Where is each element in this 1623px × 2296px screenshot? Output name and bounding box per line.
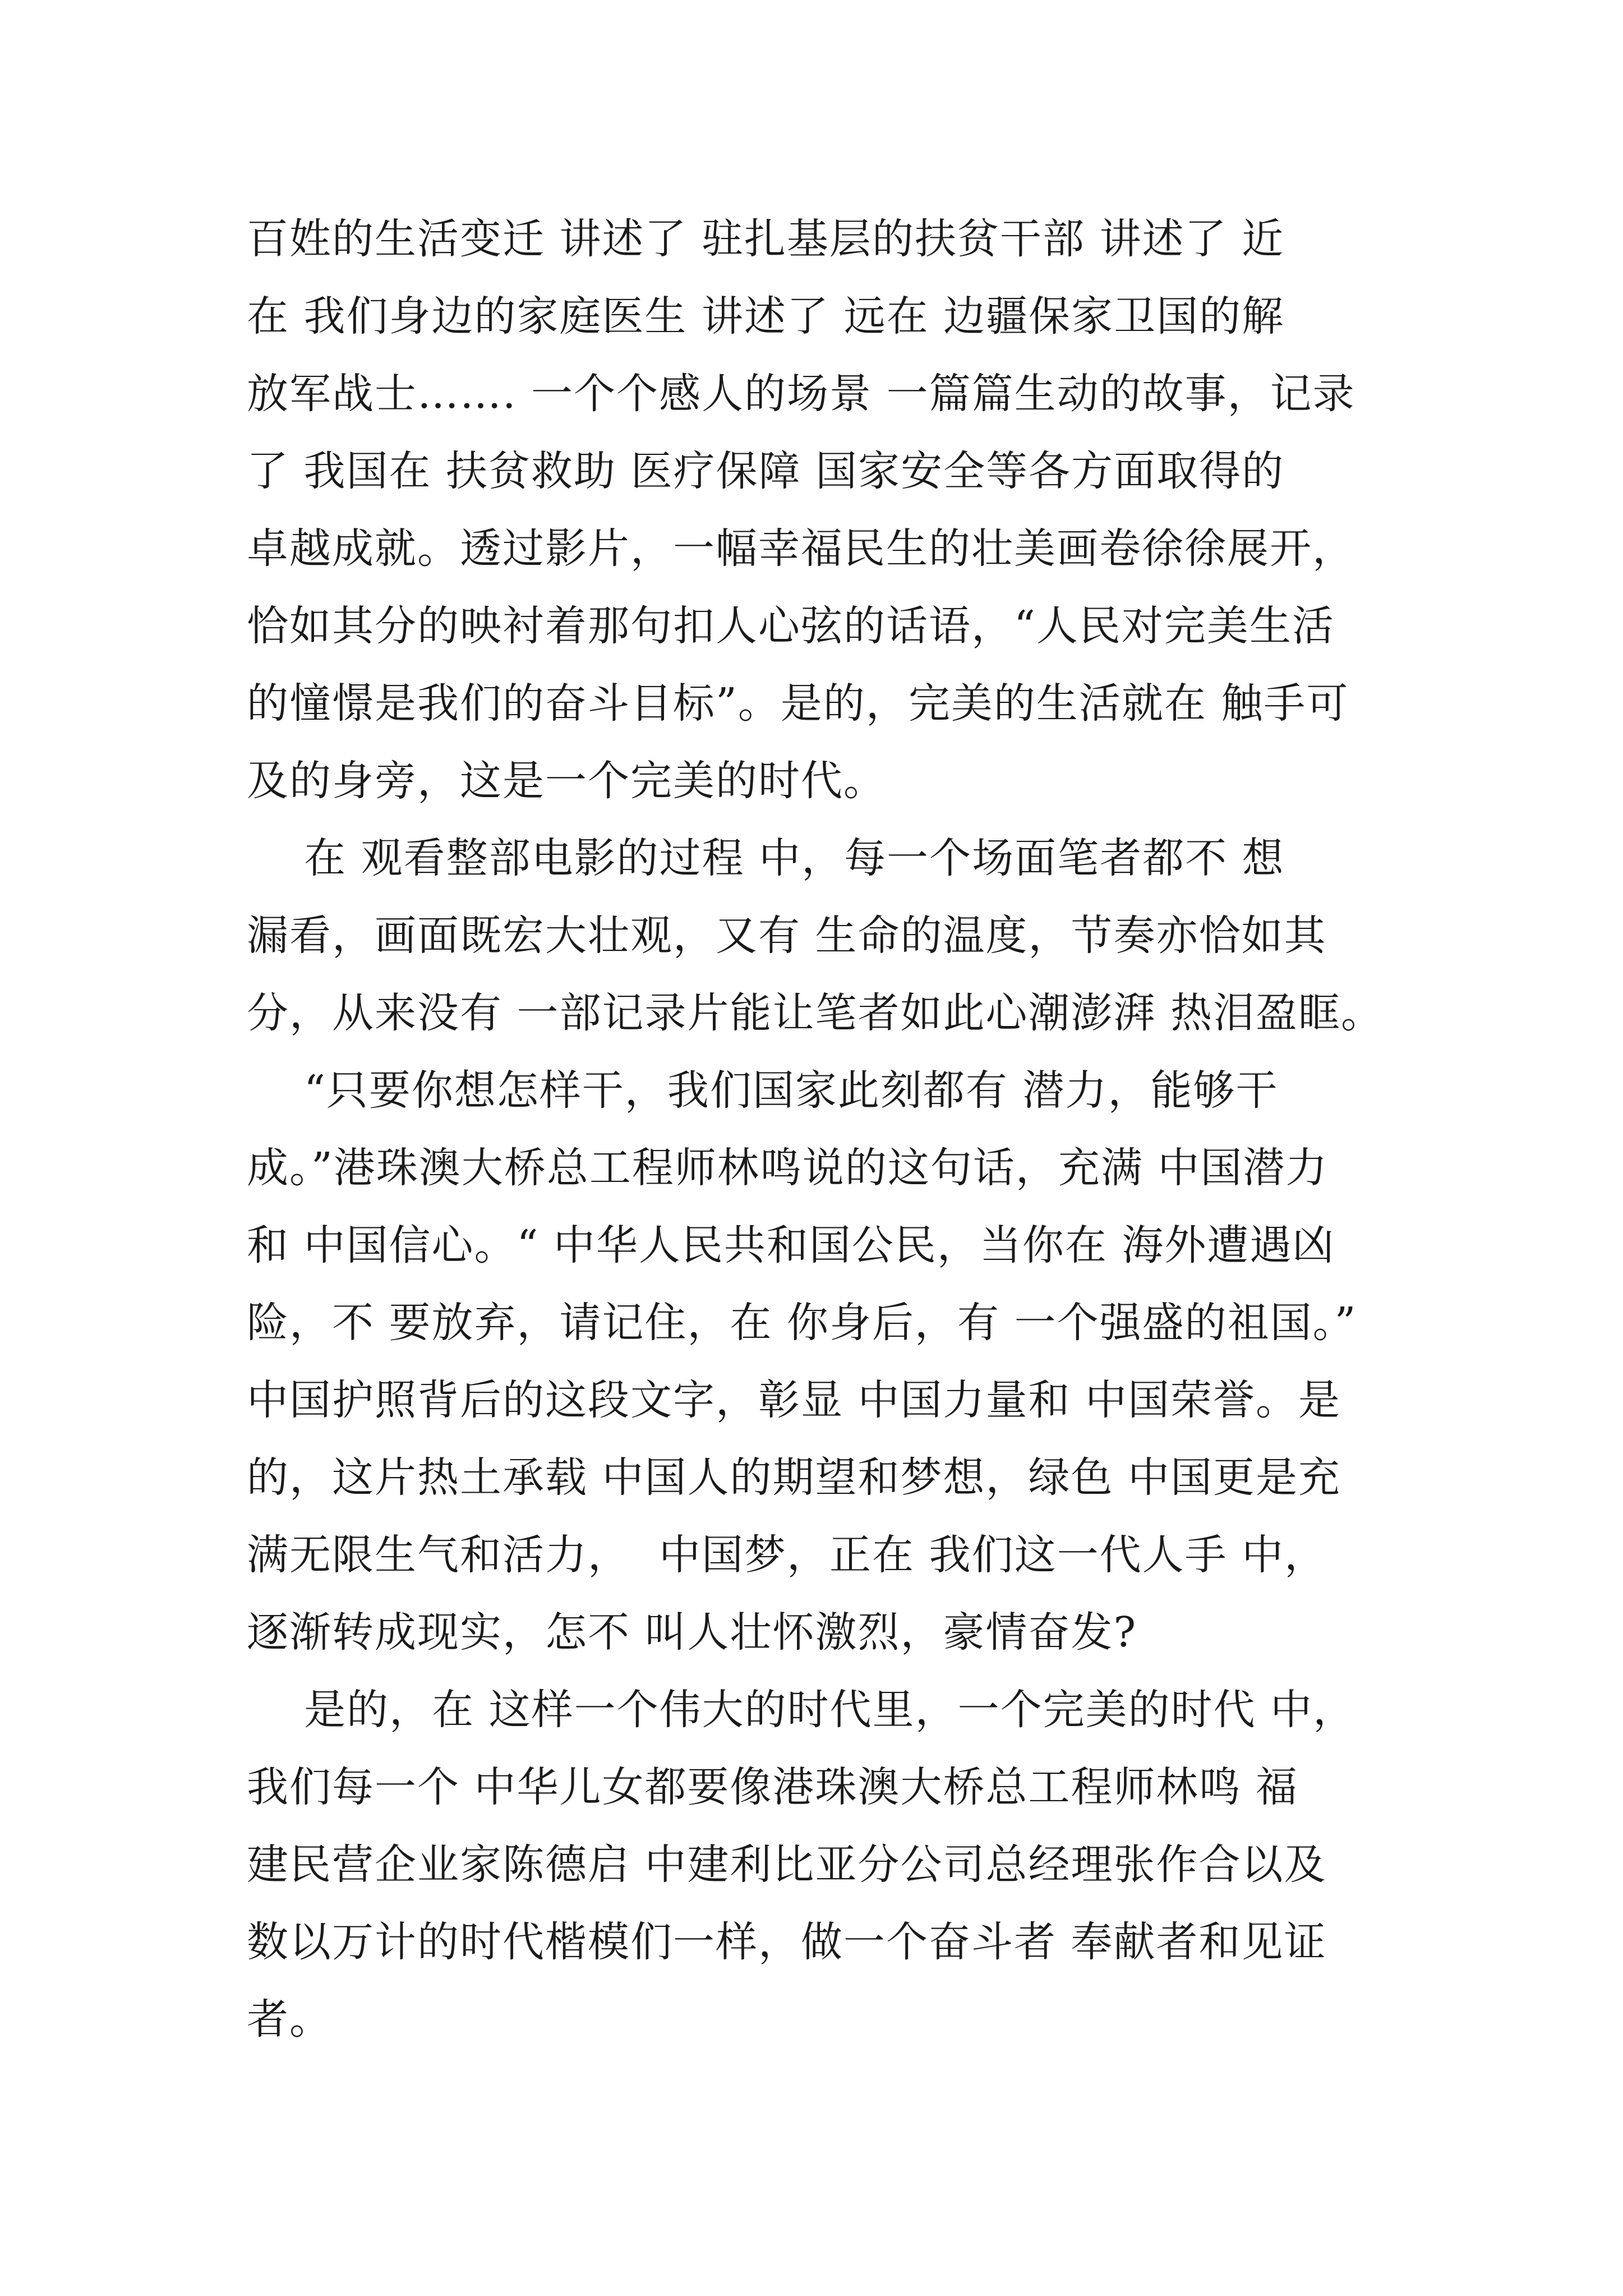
text-line: 漏看，画面既宏大壮观，又有 生命的温度，节奏亦恰如其 xyxy=(247,912,1327,960)
text-line: 卓越成就。透过影片，一幅幸福民生的壮美画卷徐徐展开， xyxy=(247,524,1355,573)
text-line: 及的身旁，这是一个完美的时代。 xyxy=(247,757,886,805)
text-line: 在 观看整部电影的过程 中，每一个场面笔者都不 想 xyxy=(247,834,1285,882)
text-line: 在 我们身边的家庭医生 讲述了 远在 边疆保家卫国的解 xyxy=(247,292,1285,341)
text-line: “只要你想怎样干，我们国家此刻都有 潜力，能够干 xyxy=(247,1066,1279,1115)
text-line: 是的，在 这样一个伟大的时代里，一个完美的时代 中， xyxy=(247,1686,1356,1734)
text-line: 分，从来没有 一部记录片能让笔者如此心潮澎湃 热泪盈眶。 xyxy=(247,989,1384,1037)
text-line: 成。”港珠澳大桥总工程师林鸣说的这句话，充满 中国潜力 xyxy=(247,1144,1329,1192)
text-line: 险，不 要放弃，请记住，在 你身后，有 一个强盛的祖国。” xyxy=(247,1299,1357,1347)
text-line: 逐渐转成现实，怎不 叫人壮怀激烈，豪情奋发? xyxy=(247,1608,1137,1657)
text-line: 我们每一个 中华儿女都要像港珠澳大桥总工程师林鸣 福 xyxy=(247,1763,1299,1811)
text-line: 恰如其分的映衬着那句扣人心弦的话语，“人民对完美生活 xyxy=(247,602,1335,650)
text-line: 中国护照背后的这段文字，彰显 中国力量和 中国荣誉。是 xyxy=(247,1376,1341,1424)
text-line: 满无限生气和活力， 中国梦，正在 我们这一代人手 中， xyxy=(247,1531,1327,1579)
text-line: 和 中国信心。“ 中华人民共和国公民，当你在 海外遭遇凶 xyxy=(247,1221,1335,1269)
text-line: 了 我国在 扶贫救助 医疗保障 国家安全等各方面取得的 xyxy=(247,447,1285,495)
text-line: 建民营企业家陈德启 中建利比亚分公司总经理张作合以及 xyxy=(247,1841,1327,1889)
text-line: 数以万计的时代楷模们一样，做一个奋斗者 奉献者和见证 xyxy=(247,1918,1327,1966)
text-line: 百姓的生活变迁 讲述了 驻扎基层的扶贫干部 讲述了 近 xyxy=(247,215,1285,263)
text-line: 放军战士……. 一个个感人的场景 一篇篇生动的故事，记录 xyxy=(247,370,1355,418)
text-line: 者。 xyxy=(247,1995,332,2044)
text-line: 的，这片热土承载 中国人的期望和梦想，绿色 中国更是充 xyxy=(247,1453,1341,1502)
text-line: 的憧憬是我们的奋斗目标”。是的，完美的生活就在 触手可 xyxy=(247,679,1349,728)
